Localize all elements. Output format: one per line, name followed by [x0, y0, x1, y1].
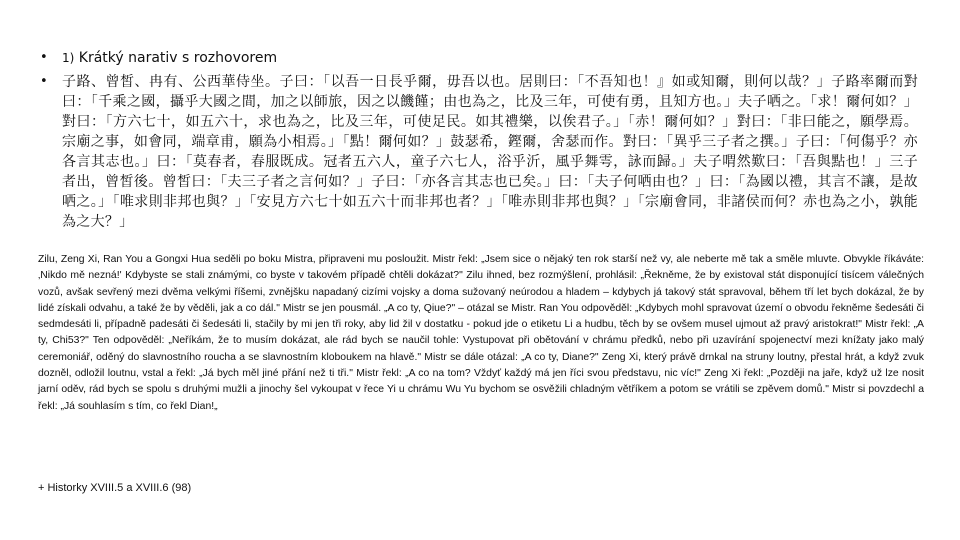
chinese-passage: 子路、曾皙、冉有、公西華侍坐。子曰：「以吾一日長乎爾，毋吾以也。居則曰：「不吾知也！』如或知爾，則何以哉？」子路率爾而對曰：「千乘之國，攝乎大國之間，加之以師旅，因之以饑饉；由也為之，比及三年，可使有勇，且知方也。」夫子哂之。「求！爾何如？」對曰：「方六七十，如五六十，求也為之，比及三年，可使足民。如其禮樂，以俟君子。」「赤！爾何如？」對曰：「非曰能之，願學焉。宗廟之事，如會同，端章甫，願為小相焉。」「點！爾何如？」鼓瑟希，鏗爾，舍瑟而作。對曰：「異乎三子者之撰。」子曰：「何傷乎？亦各言其志也。」曰：「莫春者，春服既成。冠者五六人，童子六七人，浴乎沂，風乎舞雩，詠而歸。」夫子喟然歎曰：「吾與點也！」三子者出，曾皙後。曾皙曰：「夫三子者之言何如？」子曰：「亦各言其志也已矣。」曰：「夫子何哂由也？」曰：「為國以禮，其言不讓，是故哂之。」「唯求則非邦也與？」「安見方六七十如五六十而非邦也者？」「唯赤則非邦也與？」「宗廟會同，非諸侯而何？赤也為之小，孰能為之大？」 — [62, 74, 918, 230]
bullet-chinese-text — [38, 72, 918, 232]
heading-text: Krátký narativ s rozhovorem — [78, 50, 278, 66]
source-note: + Historky XVIII.5 a XVIII.6 (98) — [38, 482, 192, 494]
czech-translation: Zilu, Zeng Xi, Ran You a Gongxi Hua seděli po boku Mistra, připraveni mu posloužit. Mistr řekl: „Jsem sice o nějaký ten rok starší než vy, ale neberte mě tak a směle mluvte. Obvykle říkáváte: ‚Nikdo mě nezná!' Kdybyste se stali známými, co byste v takovém případě chtěli dokázat?" Zilu ihned, bez rozmýšlení, prohlásil: „Řekněme, že by existoval stát disponující tisícem válečných vozů, avšak sevřený mezi dvěma velkými říšemi, zvnějšku napadaný cizími vojsky a doma sužovaný neúrodou a hladem – kdybych já takový stát spravoval, během tří let bych dokázal, že by lidé získali odvahu, a také že by věděli, jak a co dál." Mistr se jen pousmál. „A co ty, Qiue?" – otázal se Mistr. Ran You odpověděl: „Kdybych mohl spravovat území o obvodu řekněme šedesáti či sedmdesáti li, případně padesáti či šedesáti li, stačily by mi jen tři roky, aby lid žil v dostatku - pokud jde o etiketu Li a hudbu, těch by se ovšem musel ujmout až pravý aristokrat!" Mistr řekl: „A ty, Chi53?" Ten odpověděl: „Neříkám, že to musím dokázat, ale rád bych se naučil tohle: Vystupovat při obětování v chrámu předků, nebo při uzavírání spojenectví mezi knížaty jako malý ceremoniář, oděný do slavnostního roucha a se slavnostním kloboukem na hlavě." Mistr se dále otázal: „A co ty, Diane?" Zeng Xi, který právě drnkal na struny loutny, přestal hrát, a když zvuk dozněl, odložil loutnu, vstal a řekl: „Já bych měl jiné přání než ti tři." Mistr řekl: „A co na tom? Vždyť každý má jen říci svou představu, nic víc!" Zeng Xi řekl: „Později na jaře, když už lze nosit jarní oděv, rád bych se spolu s druhými mužli a jinochy šel vykoupat v řece Yi u chrámu Wu Yu bychom se osvěžili chladným větříkem a potom se vrátili se zpěvem domů." Mistr si povzdechl a řekl: „Já souhlasím s tím, co řekl Dian!„ — [38, 254, 924, 412]
bullet-marker: • — [40, 74, 48, 89]
bullet-marker: • — [40, 50, 48, 65]
bullet-heading — [38, 46, 918, 72]
heading-number: 1) — [62, 51, 75, 65]
bullet-list — [38, 46, 918, 232]
